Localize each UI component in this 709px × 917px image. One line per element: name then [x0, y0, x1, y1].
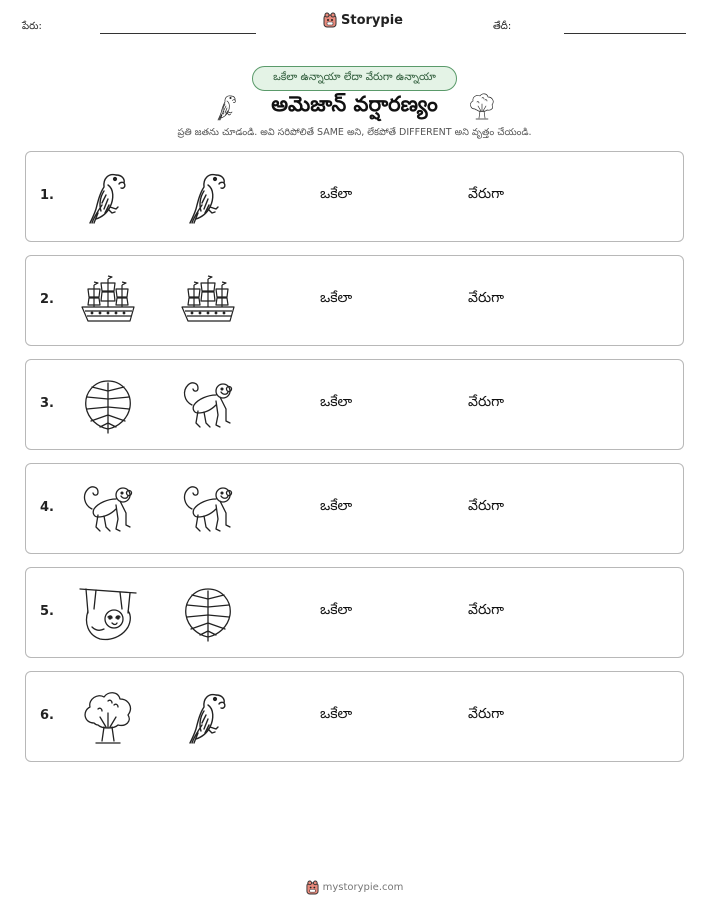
same-option[interactable]: ఒకేలా: [320, 706, 353, 722]
question-number: 4.: [40, 500, 54, 515]
different-option[interactable]: వేరుగా: [468, 706, 504, 722]
footer-url: mystorypie.com: [322, 882, 404, 893]
different-option[interactable]: వేరుగా: [468, 498, 504, 514]
question-row: [25, 359, 684, 450]
different-option[interactable]: వేరుగా: [468, 602, 504, 618]
question-number: 6.: [40, 708, 54, 723]
different-option[interactable]: వేరుగా: [468, 186, 504, 202]
question-row: [25, 671, 684, 762]
question-row: [25, 567, 684, 658]
question-row: [25, 151, 684, 242]
page-title: అమెజాన్ వర్షారణ్యం: [271, 92, 438, 116]
leaf-icon: [78, 375, 138, 435]
instructions: ప్రతి జతను చూడండి. అవి సరిపోలితే SAME అని, లేకపోతే DIFFERENT అని వృత్తం చేయండి.: [177, 127, 532, 138]
question-number: 1.: [40, 188, 54, 203]
footer-logo-icon: [306, 880, 319, 895]
different-option[interactable]: వేరుగా: [468, 290, 504, 306]
same-option[interactable]: ఒకేలా: [320, 290, 353, 306]
same-option[interactable]: ఒకేలా: [320, 498, 353, 514]
brand-name: Storypie: [341, 12, 403, 28]
question-number: 5.: [40, 604, 54, 619]
question-row: [25, 255, 684, 346]
question-row: [25, 463, 684, 554]
name-label: పేరు:: [22, 21, 42, 32]
brand-logo: [323, 12, 403, 28]
same-option[interactable]: ఒకేలా: [320, 394, 353, 410]
monkey-icon: [78, 479, 138, 539]
name-line[interactable]: [100, 33, 256, 34]
date-line[interactable]: [564, 33, 686, 34]
question-number: 2.: [40, 292, 54, 307]
tree-icon: [78, 687, 138, 747]
ship-icon: [78, 271, 138, 331]
same-option[interactable]: ఒకేలా: [320, 602, 353, 618]
parrot-icon: [78, 167, 138, 227]
ship-icon: [178, 271, 238, 331]
sloth-icon: [78, 583, 138, 643]
different-option[interactable]: వేరుగా: [468, 394, 504, 410]
subtitle-pill: ఒకేలా ఉన్నాయా లేదా వేరుగా ఉన్నాయా: [252, 66, 457, 91]
title-tree-icon: [467, 91, 497, 121]
footer: [0, 880, 709, 895]
parrot-icon: [178, 167, 238, 227]
monkey-icon: [178, 375, 238, 435]
parrot-icon: [178, 687, 238, 747]
monkey-icon: [178, 479, 238, 539]
date-label: తేదీ:: [493, 21, 512, 32]
question-number: 3.: [40, 396, 54, 411]
same-option[interactable]: ఒకేలా: [320, 186, 353, 202]
storypie-logo-icon: [323, 12, 337, 28]
leaf-icon: [178, 583, 238, 643]
